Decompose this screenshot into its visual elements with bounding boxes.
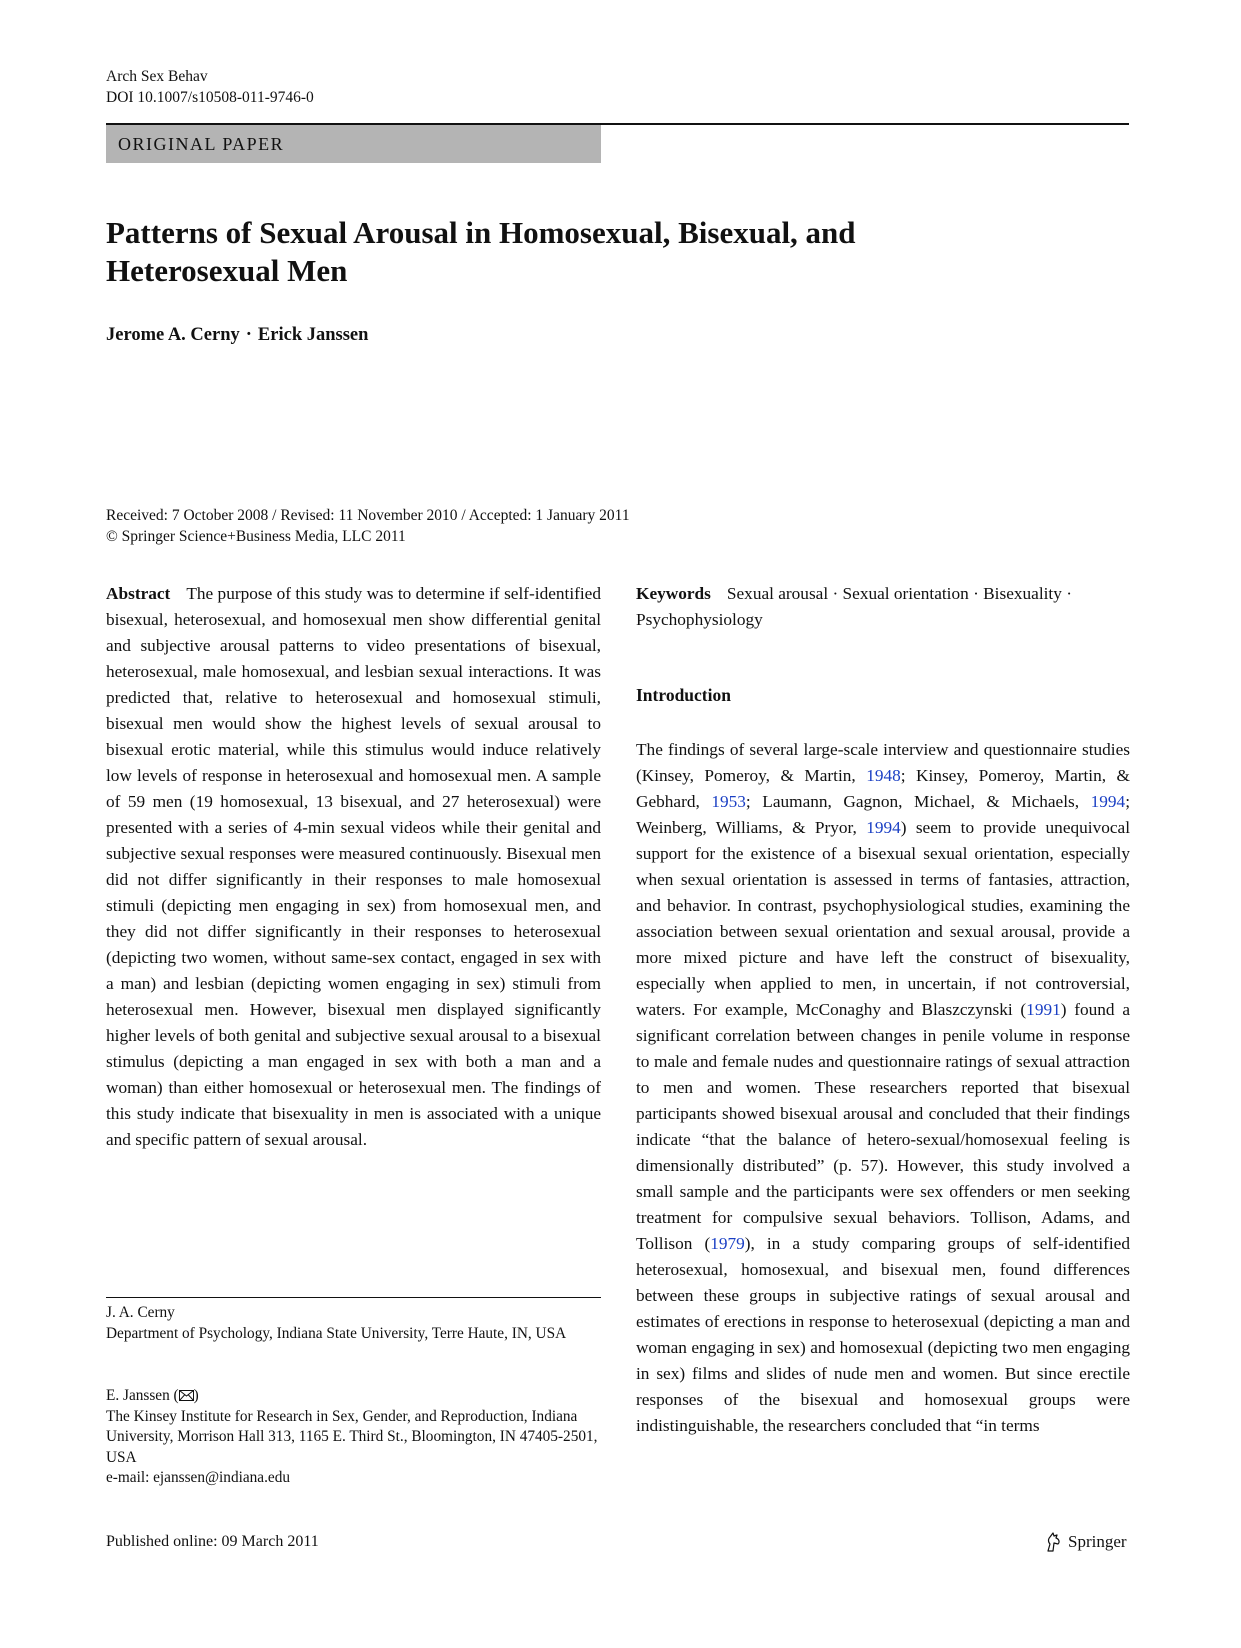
affiliation-2-email[interactable]: e-mail: ejanssen@indiana.edu bbox=[106, 1469, 290, 1486]
affiliation-1-name: J. A. Cerny bbox=[106, 1304, 175, 1321]
author-separator: · bbox=[245, 325, 252, 345]
author-2: Erick Janssen bbox=[257, 325, 369, 345]
affiliation-rule bbox=[106, 1297, 601, 1298]
dates-block bbox=[106, 505, 630, 547]
author-list bbox=[106, 325, 368, 346]
introduction-heading: Introduction bbox=[636, 685, 731, 705]
section-label-bar bbox=[106, 125, 601, 163]
affiliation-1 bbox=[106, 1303, 601, 1344]
springer-horse-icon bbox=[1044, 1531, 1064, 1553]
intro-text-part: ; Laumann, Gagnon, Michael, & Michaels, bbox=[745, 792, 1091, 811]
intro-text-part: The findings of several large-scale interview and questionnaire studies (Kinsey, Pomeroy, & Martin, bbox=[636, 740, 1130, 785]
keywords-label: Keywords bbox=[636, 584, 711, 603]
journal-header bbox=[106, 66, 314, 108]
citation-link[interactable]: 1948 bbox=[866, 766, 901, 785]
affiliation-2-name-end: ) bbox=[193, 1387, 199, 1404]
author-1: Jerome A. Cerny bbox=[106, 325, 240, 345]
affiliation-2 bbox=[106, 1386, 601, 1489]
envelope-icon[interactable] bbox=[179, 1390, 194, 1401]
section-label: ORIGINAL PAPER bbox=[118, 134, 285, 154]
publisher-mark bbox=[1044, 1531, 1127, 1553]
abstract bbox=[106, 581, 601, 1153]
citation-link[interactable]: 1953 bbox=[711, 792, 746, 811]
paper-title: Patterns of Sexual Arousal in Homosexual, Bisexual, and Heterosexual Men bbox=[106, 215, 856, 288]
intro-text-part: ; Kinsey, Pomeroy, Martin, & Gebhard, bbox=[636, 766, 1130, 811]
intro-text-part: ) seem to provide unequivocal support for the existence of a bisexual sexual orientation, especially when sexual orientation is assessed in terms of fantasies, attraction, and behavior. In contrast, psychophysiological studies, examining the association between sexual orientation and sexual arousal, provide a more mixed picture and have left the construct of bisexuality, especially when applied to men, in uncertain, if not controversial, waters. For example, McConaghy and Blaszczynski ( bbox=[636, 818, 1130, 1019]
keywords bbox=[636, 581, 1130, 633]
copyright: © Springer Science+Business Media, LLC 2011 bbox=[106, 528, 406, 545]
received-revised-accepted: Received: 7 October 2008 / Revised: 11 November 2010 / Accepted: 1 January 2011 bbox=[106, 507, 630, 524]
journal-name: Arch Sex Behav bbox=[106, 68, 208, 85]
abstract-label: Abstract bbox=[106, 584, 171, 603]
affiliation-2-name: E. Janssen ( bbox=[106, 1387, 179, 1404]
intro-text-part: ), in a study comparing groups of self-identified heterosexual, homosexual, and bisexual men, found differences between these groups in subjective ratings of sexual arousal and estimates of erections in response to heterosexual (depicting a man and woman engaging in sex) and homosexual (depicting two men engaging in sex) films and slides of nude men and women. But since erectile responses of the bisexual and homosexual groups were indistinguishable, the researchers concluded that “in terms bbox=[636, 1234, 1130, 1435]
intro-text-part: ; Weinberg, Williams, & Pryor, bbox=[636, 792, 1130, 837]
keywords-text: Sexual arousal · Sexual orientation · Bisexuality · Psychophysiology bbox=[636, 584, 1072, 629]
affiliation-2-name-line bbox=[106, 1386, 601, 1407]
published-online: Published online: 09 March 2011 bbox=[106, 1533, 319, 1550]
citation-link[interactable]: 1979 bbox=[710, 1234, 745, 1253]
introduction-text bbox=[636, 737, 1130, 1439]
citation-link[interactable]: 1994 bbox=[866, 818, 901, 837]
affiliation-2-institution: The Kinsey Institute for Research in Sex, Gender, and Reproduction, Indiana University, Morrison Hall 313, 1165 E. Third St., Bloomington, IN 47405-2501, USA bbox=[106, 1407, 598, 1466]
citation-link[interactable]: 1991 bbox=[1026, 1000, 1061, 1019]
intro-text-part: ) found a significant correlation between changes in penile volume in response to male and female nudes and questionnaire ratings of sexual attraction to men and women. These researchers reported that bisexual participants showed bisexual arousal and concluded that their findings indicate “that the balance of hetero-sexual/homosexual feeling is dimensionally distributed” (p. 57). However, this study involved a small sample and the participants were sex offenders or men seeking treatment for compulsive sexual behaviors. Tollison, Adams, and Tollison ( bbox=[636, 1000, 1130, 1253]
publisher-name: Springer bbox=[1068, 1532, 1127, 1551]
affiliation-1-dept: Department of Psychology, Indiana State University, Terre Haute, IN, USA bbox=[106, 1324, 567, 1342]
doi: DOI 10.1007/s10508-011-9746-0 bbox=[106, 89, 314, 106]
abstract-text: The purpose of this study was to determine if self-identified bisexual, heterosexual, and homosexual men show differential genital and subjective arousal patterns to video presentations of bisexual, heterosexual, male homosexual, and lesbian sexual interactions. It was predicted that, relative to heterosexual and homosexual stimuli, bisexual men would show the highest levels of sexual arousal to bisexual erotic material, while this stimulus would induce relatively low levels of response in heterosexual and homosexual men. A sample of 59 men (19 homosexual, 13 bisexual, and 27 heterosexual) were presented with a series of 4-min sexual videos while their genital and subjective sexual responses were measured continuously. Bisexual men did not differ significantly in their responses to male homosexual stimuli (depicting men engaging in sex) from homosexual men, and they did not differ significantly in their responses to heterosexual (depicting two women, without same-sex contact, engaged in sex with a man) and lesbian (depicting women engaging in sex) stimuli from heterosexual men. However, bisexual men displayed significantly higher levels of both genital and subjective sexual arousal to a bisexual stimulus (depicting a man engaged in sex with both a man and a woman) than either homosexual or heterosexual men. The findings of this study indicate that bisexuality in men is associated with a unique and specific pattern of sexual arousal. bbox=[106, 584, 601, 1149]
citation-link[interactable]: 1994 bbox=[1090, 792, 1126, 811]
